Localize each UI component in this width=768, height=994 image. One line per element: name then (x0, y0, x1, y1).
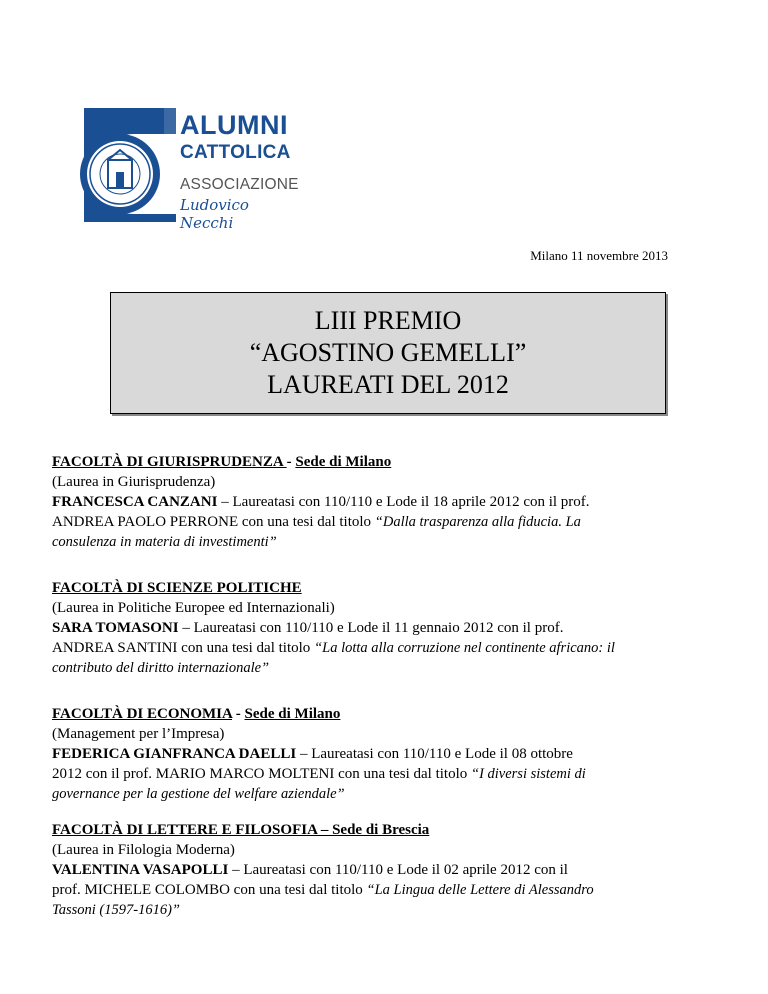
thesis-title-continued: contributo del diritto internazionale” (52, 660, 270, 676)
faculty-heading (52, 578, 722, 598)
faculty-heading (52, 452, 722, 472)
alumni-cattolica-logo (64, 98, 304, 232)
faculty-name: FACOLTÀ DI ECONOMIA (52, 706, 233, 722)
university-seal-icon (64, 98, 184, 228)
thesis-title: “I diversi sistemi di (471, 766, 586, 782)
heading-separator: - (286, 454, 296, 470)
thesis-title: “La lotta alla corruzione nel continente africano: il (314, 640, 615, 656)
logo-signature: Ludovico Necchi (180, 196, 249, 232)
thesis-title-continued: consulenza in materia di investimenti” (52, 534, 277, 550)
award-text-line (52, 880, 722, 900)
degree-label: (Laurea in Giurisprudenza) (52, 474, 216, 490)
graduate-name: FEDERICA GIANFRANCA DAELLI (52, 746, 297, 762)
award-text-line (52, 764, 722, 784)
award-detail: – Laureatasi con 110/110 e Lode il 02 aprile 2012 con il (228, 862, 568, 878)
heading-separator: - (232, 706, 245, 722)
award-text-line (52, 638, 722, 658)
award-text-line (52, 860, 722, 880)
advisor-text: ANDREA SANTINI con una tesi dal titolo (52, 640, 315, 656)
title-line-3: LAUREATI DEL 2012 (267, 370, 509, 399)
thesis-title-continued: Tassoni (1597-1616)” (52, 902, 180, 918)
document-date: Milano 11 novembre 2013 (530, 248, 668, 263)
advisor-text: prof. MICHELE COLOMBO con una tesi dal titolo (52, 882, 367, 898)
award-text-line (52, 618, 722, 638)
faculty-heading (52, 820, 722, 840)
faculty-name: FACOLTÀ DI SCIENZE POLITICHE (52, 580, 302, 596)
award-section-1 (52, 452, 722, 552)
award-section-3 (52, 704, 722, 804)
award-section-2 (52, 578, 722, 678)
award-detail: – Laureatasi con 110/110 e Lode il 18 aprile 2012 con il prof. (217, 494, 590, 510)
degree-label: (Management per l’Impresa) (52, 726, 225, 742)
faculty-seat: Sede di Milano (244, 706, 341, 722)
faculty-seat: Sede di Milano (295, 454, 392, 470)
faculty-name: FACOLTÀ DI LETTERE E FILOSOFIA – Sede di Brescia (52, 822, 430, 838)
title-line-2: “AGOSTINO GEMELLI” (249, 338, 527, 367)
graduate-name: FRANCESCA CANZANI (52, 494, 218, 510)
award-detail: – Laureatasi con 110/110 e Lode il 11 gennaio 2012 con il prof. (178, 620, 564, 636)
award-detail: – Laureatasi con 110/110 e Lode il 08 ottobre (296, 746, 573, 762)
thesis-title-continued: governance per la gestione del welfare aziendale” (52, 786, 345, 802)
logo-word-associazione: ASSOCIAZIONE (180, 176, 299, 193)
advisor-text: ANDREA PAOLO PERRONE con una tesi dal titolo (52, 514, 375, 530)
graduate-name: VALENTINA VASAPOLLI (52, 862, 229, 878)
faculty-heading (52, 704, 722, 724)
title-line-1: LIII PREMIO (314, 306, 462, 335)
logo-word-alumni: ALUMNI (180, 110, 288, 140)
title-box (110, 292, 666, 414)
faculty-name: FACOLTÀ DI GIURISPRUDENZA (52, 454, 287, 470)
degree-label: (Laurea in Politiche Europee ed Internazionali) (52, 600, 335, 616)
award-text-line (52, 744, 722, 764)
award-text-line (52, 512, 722, 532)
logo-word-cattolica: CATTOLICA (180, 142, 291, 163)
advisor-text: 2012 con il prof. MARIO MARCO MOLTENI con una tesi dal titolo (52, 766, 471, 782)
thesis-title: “La Lingua delle Lettere di Alessandro (366, 882, 594, 898)
degree-label: (Laurea in Filologia Moderna) (52, 842, 235, 858)
award-text-line (52, 492, 722, 512)
award-section-4 (52, 820, 722, 920)
thesis-title: “Dalla trasparenza alla fiducia. La (374, 514, 581, 530)
graduate-name: SARA TOMASONI (52, 620, 179, 636)
